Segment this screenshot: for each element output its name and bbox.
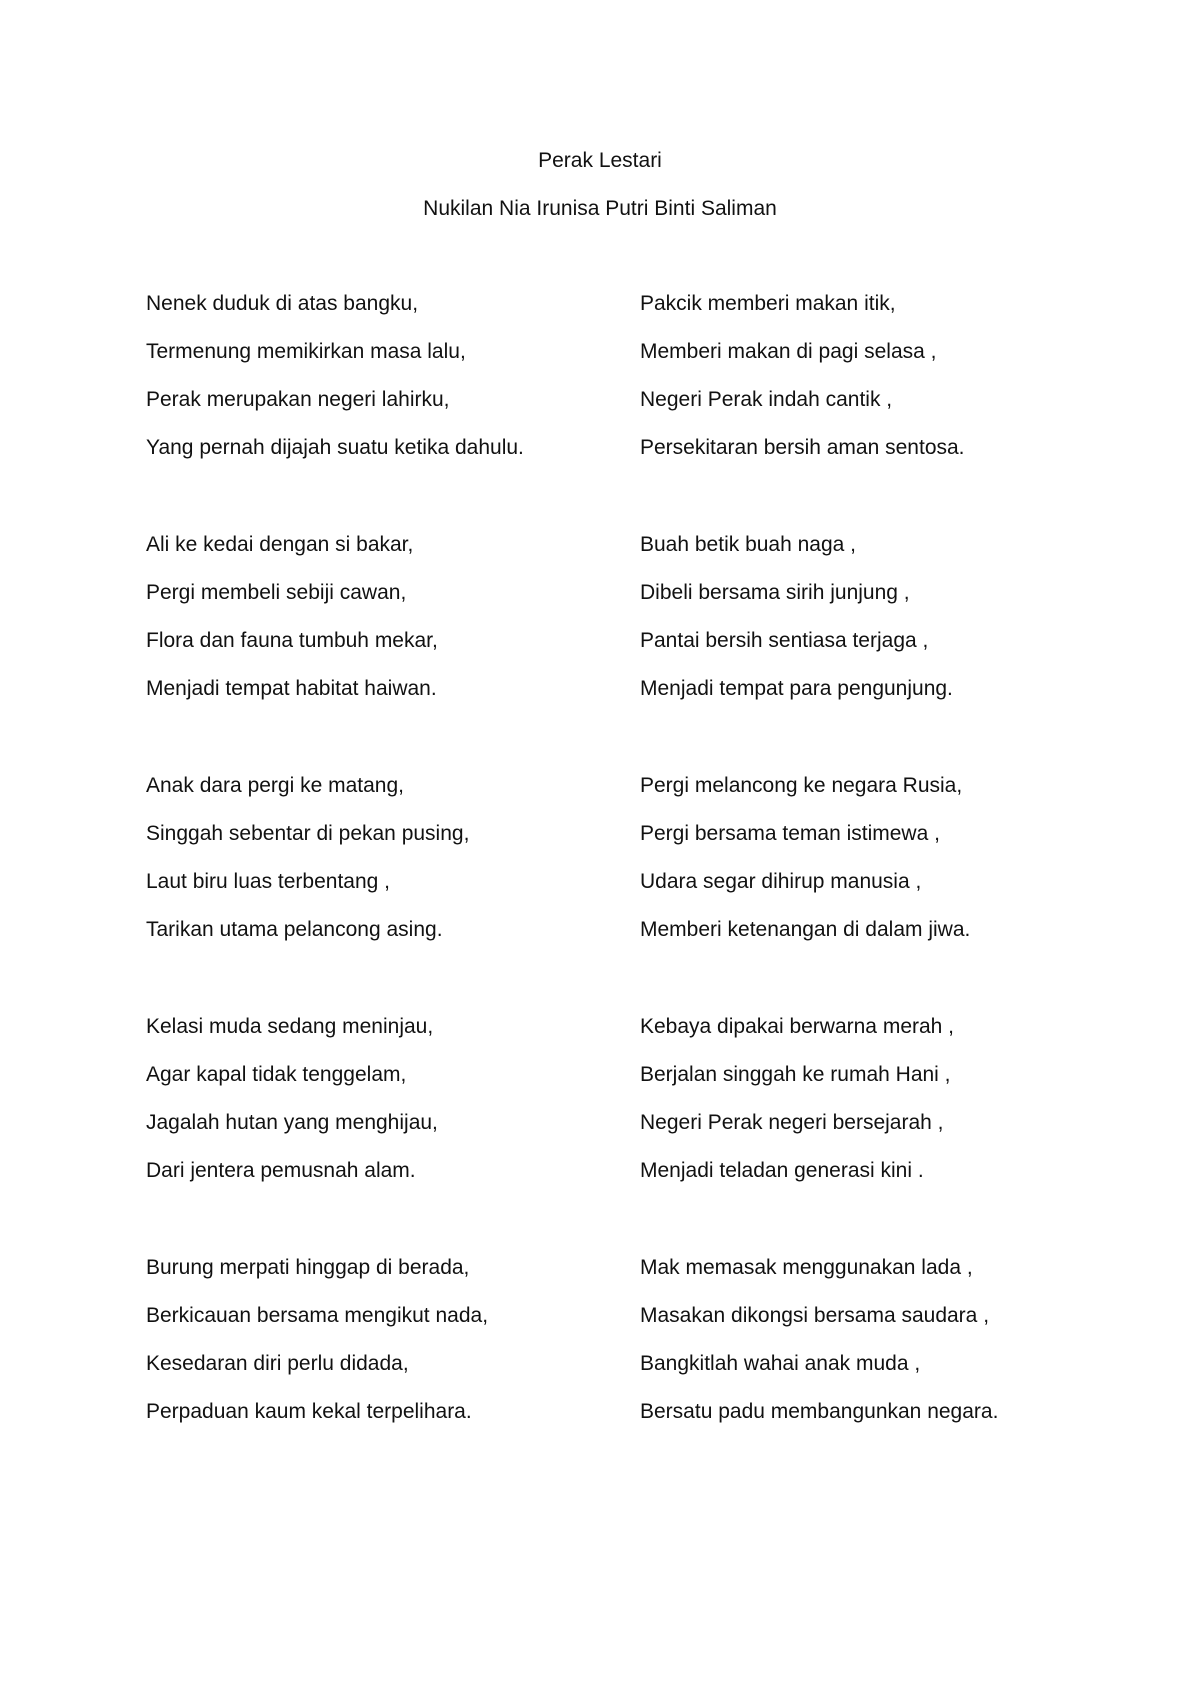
stanza-row — [146, 531, 1046, 772]
poem-line: Anak dara pergi ke matang, — [146, 774, 404, 797]
poem-line: Menjadi teladan generasi kini . — [640, 1159, 924, 1182]
stanza-row — [146, 1013, 1046, 1254]
poem-line: Masakan dikongsi bersama saudara , — [640, 1304, 990, 1327]
stanza-right — [640, 531, 1046, 772]
poem-line: Dibeli bersama sirih junjung , — [640, 581, 910, 604]
poem-title: Perak Lestari — [538, 149, 662, 172]
stanza-left — [146, 772, 640, 1013]
poem-line: Kebaya dipakai berwarna merah , — [640, 1015, 955, 1038]
poem-line: Berjalan singgah ke rumah Hani , — [640, 1063, 951, 1086]
poem-line: Memberi makan di pagi selasa , — [640, 340, 937, 363]
poem-line: Singgah sebentar di pekan pusing, — [146, 822, 470, 845]
poem-line: Kelasi muda sedang meninjau, — [146, 1015, 434, 1038]
poem-line: Tarikan utama pelancong asing. — [146, 918, 443, 941]
stanza-right — [640, 772, 1046, 1013]
poem-line: Negeri Perak negeri bersejarah , — [640, 1111, 944, 1134]
stanza-row — [146, 772, 1046, 1013]
poem-line: Persekitaran bersih aman sentosa. — [640, 436, 965, 459]
poem-line: Perpaduan kaum kekal terpelihara. — [146, 1400, 472, 1423]
poem-line: Bangkitlah wahai anak muda , — [640, 1352, 921, 1375]
poem-line: Laut biru luas terbentang , — [146, 870, 391, 893]
poem-line: Menjadi tempat para pengunjung. — [640, 677, 953, 700]
poem-line: Menjadi tempat habitat haiwan. — [146, 677, 437, 700]
stanza-right — [640, 1254, 1046, 1444]
poem-line: Udara segar dihirup manusia , — [640, 870, 922, 893]
poem-line: Flora dan fauna tumbuh mekar, — [146, 629, 438, 652]
stanza-left — [146, 1013, 640, 1254]
poem-line: Mak memasak menggunakan lada , — [640, 1256, 973, 1279]
stanza-left — [146, 531, 640, 772]
stanza-left — [146, 1254, 640, 1444]
poem-line: Negeri Perak indah cantik , — [640, 388, 893, 411]
poem-line: Jagalah hutan yang menghijau, — [146, 1111, 438, 1134]
stanza-row — [146, 1254, 1046, 1444]
poem-line: Nenek duduk di atas bangku, — [146, 292, 419, 315]
poem-line: Agar kapal tidak tenggelam, — [146, 1063, 407, 1086]
poem-line: Memberi ketenangan di dalam jiwa. — [640, 918, 971, 941]
poem-line: Burung merpati hinggap di berada, — [146, 1256, 470, 1279]
poem-line: Buah betik buah naga , — [640, 533, 857, 556]
poem-line: Pantai bersih sentiasa terjaga , — [640, 629, 929, 652]
poem-line: Perak merupakan negeri lahirku, — [146, 388, 450, 411]
poem-line: Bersatu padu membangunkan negara. — [640, 1400, 999, 1423]
poem-line: Yang pernah dijajah suatu ketika dahulu. — [146, 436, 524, 459]
stanza-right — [640, 290, 1046, 531]
poem-line: Termenung memikirkan masa lalu, — [146, 340, 466, 363]
poem-line: Pergi membeli sebiji cawan, — [146, 581, 407, 604]
poem-line: Pakcik memberi makan itik, — [640, 292, 896, 315]
stanza-right — [640, 1013, 1046, 1254]
poem-line: Pergi melancong ke negara Rusia, — [640, 774, 963, 797]
poem-line: Kesedaran diri perlu didada, — [146, 1352, 409, 1375]
stanza-grid — [146, 290, 1046, 1444]
poem-line: Berkicauan bersama mengikut nada, — [146, 1304, 489, 1327]
stanza-row — [146, 290, 1046, 531]
poem-author: Nukilan Nia Irunisa Putri Binti Saliman — [423, 197, 777, 220]
poem-line: Ali ke kedai dengan si bakar, — [146, 533, 414, 556]
poem-line: Pergi bersama teman istimewa , — [640, 822, 940, 845]
stanza-left — [146, 290, 640, 531]
poem-line: Dari jentera pemusnah alam. — [146, 1159, 416, 1182]
